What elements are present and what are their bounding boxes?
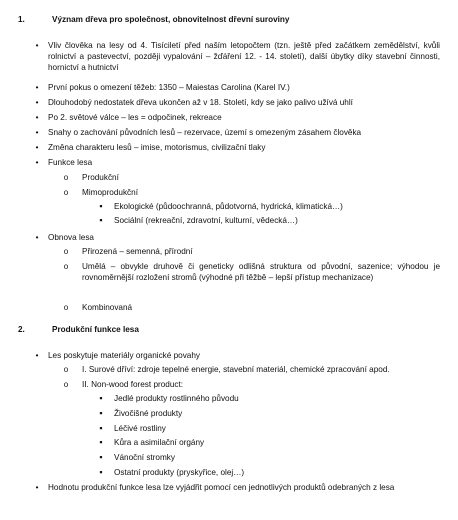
- list-item: Ekologické (půdoochranná, půdotvorná, hydrická, klimatická…): [114, 202, 343, 211]
- bullet-square-icon: [95, 452, 107, 463]
- list-item: Léčivé rostliny: [114, 424, 166, 433]
- list-item: Les poskytuje materiály organické povahy: [48, 351, 201, 360]
- bullet-circle-icon: [60, 302, 72, 313]
- list-item: Produkční: [82, 173, 119, 182]
- bullet-square-icon: [95, 408, 107, 419]
- list-item: Sociální (rekreační, zdravotní, kulturní, vědecká…): [114, 216, 298, 225]
- bullet-circle-icon: [60, 246, 72, 257]
- bullet-circle-icon: [60, 379, 72, 390]
- bullet-dot-icon: [31, 112, 43, 123]
- list-item: II. Non-wood forest product:: [82, 380, 184, 389]
- section-number: 2.: [18, 325, 25, 334]
- bullet-circle-icon: [60, 261, 72, 272]
- bullet-dot-icon: [31, 232, 43, 243]
- bullet-dot-icon: [31, 40, 43, 51]
- bullet-circle-icon: [60, 187, 72, 198]
- list-item: Mimoprodukční: [82, 188, 138, 197]
- bullet-dot-icon: [31, 82, 43, 93]
- bullet-square-icon: [95, 467, 107, 478]
- list-item: Dlouhodobý nedostatek dřeva ukončen až v 18. Století, kdy se jako palivo užívá uhlí: [48, 98, 353, 107]
- bullet-circle-icon: [60, 364, 72, 375]
- list-item: Po 2. světové válce – les = odpočinek, rekreace: [48, 113, 222, 122]
- bullet-square-icon: [95, 201, 107, 212]
- list-item: Umělá – obvykle druhově či geneticky odlišná struktura od původní, sazenice; výhodou je rovnoměrnější rozložení stromů (výhodné při těžbě – lepší přístup mechanizace): [82, 262, 440, 282]
- list-item: Vánoční stromky: [114, 453, 175, 462]
- list-item: Ostatní produkty (pryskyřice, olej…): [114, 468, 245, 477]
- list-item: První pokus o omezení těžeb: 1350 – Maiestas Carolina (Karel IV.): [48, 83, 290, 92]
- bullet-square-icon: [95, 423, 107, 434]
- list-item: Změna charakteru lesů – imise, motorismus, civilizační tlaky: [48, 143, 266, 152]
- bullet-square-icon: [95, 393, 107, 404]
- list-item: Kůra a asimilační orgány: [114, 438, 205, 447]
- section-title: Produkční funkce lesa: [52, 325, 139, 334]
- bullet-dot-icon: [31, 142, 43, 153]
- bullet-dot-icon: [31, 97, 43, 108]
- list-item: Hodnotu produkční funkce lesa lze vyjádřit pomocí cen jednotlivých produktů odebraných z lesa: [48, 483, 395, 492]
- list-item: Funkce lesa: [48, 158, 93, 167]
- list-item: Kombinovaná: [82, 303, 133, 312]
- bullet-circle-icon: [60, 172, 72, 183]
- bullet-dot-icon: [31, 482, 43, 493]
- section-title: Význam dřeva pro společnost, obnovitelnost dřevní suroviny: [52, 15, 290, 24]
- list-item: Jedlé produkty rostlinného původu: [114, 394, 239, 403]
- bullet-square-icon: [95, 437, 107, 448]
- bullet-dot-icon: [31, 157, 43, 168]
- list-item: Živočišné produkty: [114, 409, 183, 418]
- list-item: Snahy o zachování původních lesů – rezervace, území s omezeným zásahem člověka: [48, 128, 362, 137]
- list-item: I. Surové dříví: zdroje tepelné energie, stavební materiál, chemické zpracování apod.: [82, 365, 390, 374]
- list-item: Obnova lesa: [48, 233, 94, 242]
- list-item: Přirozená – semenná, přírodní: [82, 247, 193, 256]
- bullet-dot-icon: [31, 350, 43, 361]
- bullet-dot-icon: [31, 127, 43, 138]
- list-item: Vliv člověka na lesy od 4. Tisíciletí před naším letopočtem (tzn. ještě před začátkem zemědělství, kvůli rolnictví a pastevectví, později vypalování – žďáření 12. - 14. století), další úbytky díky stavební činnosti, hornictví a hutnictví: [48, 41, 440, 72]
- bullet-square-icon: [95, 215, 107, 226]
- section-number: 1.: [18, 15, 25, 24]
